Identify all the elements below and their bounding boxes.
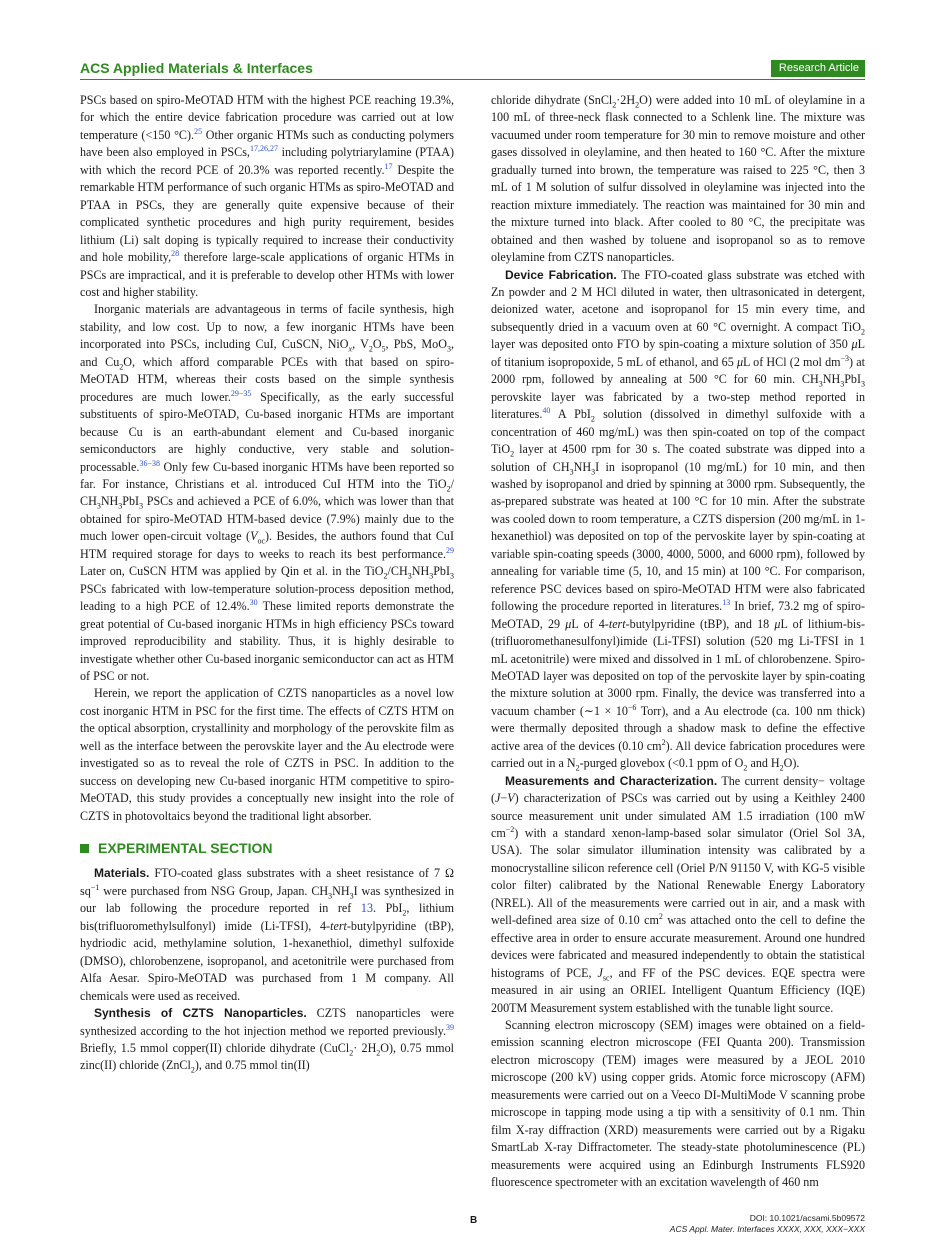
journal-title[interactable]: ACS Applied Materials & Interfaces — [80, 60, 313, 76]
article-type-badge: Research Article — [771, 60, 865, 77]
paragraph: Device Fabrication. The FTO-coated glass substrate was etched with Zn powder and 2 M HCl diluted in water, then ultrasonicated in detergent, deionized water, acetone and isopropanol for 15 min every time, and subsequently dried in a vacuum oven at 60 °C overnight. A compact TiO$_2$ layer was deposited onto FTO by spin-coating a mixture solution of 350 μL of titanium isopropoxide, 5 mL of ethanol, and 65 μL of HCl (2 mol $dm^{-3}$) at 2000 rpm, followed by annealing at 500 °C for 60 min. $CH_3NH_3PbI_3$ perovskite layer was fabricated by a two-step method reported in literatures.$^{40}$ A PbI$_2$ solution (dissolved in dimethyl sulfoxide with a concentration of 460 mg/mL) was then spin-coated on top of the compact TiO$_2$ layer at 4500 rpm for 30 s. The coated substrate was dipped into a solution of $CH_3NH_3I$ in isopropanol (10 mg/mL) for 10 min, and then washed by isopropanol and dried by spinning at 3000 rpm. Subsequently, the as-prepared substrate was heated at 100 °C for 10 min. After the substrate was cooled down to room temperature, a CZTS dispersion (200 mg/mL in 1-hexanethiol) was deposited on top of the pervoskite layer by spin-coating at variable spin-coating speeds (3000, 4000, 5000, and 6000 rpm), followed by annealing for variable time (5, 10, and 15 min) at 100 °C. For comparison, reference PSC devices based on spiro-MeOTAD HTM were also fabricated following the procedure reported in literatures.$^{13}$ In brief, 73.2 mg of spiro-MeOTAD, 29 μL of 4-tert-butylpyridine (tBP), and 18 μL of lithium-bis-(trifluoromethanesulfonyl)imide (Li-TFSI) solution (520 mg Li-TFSI in 1 mL acetonitrile) were mixed and dissolved in 1 mL of chlorobenzene. Spiro-MeOTAD layer was deposited on top of the pervoskite layer by spin-coating the mixture solution at 3000 rpm. Finally, the device was transferred into a vacuum chamber (∼1 × $10^{-6}$ Torr), and a Au electrode (ca. 100 nm thick) were thermally deposited through a shadow mask to define the effective active area of the devices (0.10 $cm^2$). All device fabrication procedures were carried out in a $N_2$-purged glovebox (<0.1 ppm of $O_2$ and $H_2O$). — [491, 267, 866, 773]
journal-citation: ACS Appl. Mater. Interfaces XXXX, XXX, XXX−XXX — [669, 1224, 865, 1234]
section-heading: EXPERIMENTAL SECTION — [80, 840, 454, 857]
header-rule — [80, 79, 865, 80]
doi-link[interactable]: DOI: 10.1021/acsami.5b09572 — [749, 1213, 865, 1223]
page-header — [80, 60, 865, 78]
paragraph: Herein, we report the application of CZTS nanoparticles as a novel low cost inorganic HTM in PSC for the first time. The effects of CZTS HTM on the optical absorption, crystallinity and morphology of the perovskite film as well as the interface between the perovskite layer and the Au electrode were investigated so as to reveal the role of CZTS in PSC. In addition to the success on developing new Cu-based inorganic HTM competitive to spiro-MeOTAD, this study provides a conceptually new insight into the role of CZTS in photovoltaics beyond the traditional light absorber. — [80, 686, 454, 823]
paragraph: Inorganic materials are advantageous in terms of facile synthesis, high stability, and low cost. Up to now, a few inorganic HTMs have been incorporated into PSCs, including CuI, CuSCN, NiO$_x$, $V_2O_5$, PbS, MoO$_3$, and $Cu_2O$, which afford comparable PCEs with that based on spiro-MeOTAD HTM, whereas their costs based on the simple synthesis procedures are much lower.$^{29-35}$ Specifically, as the early successful substituents of spiro-MeOTAD, Cu-based inorganic HTMs are important because Cu is an earth-abundant element and Cu-based inorganic semiconductors are highly conductive, very stable and solution-processable.$^{36-38}$ Only few Cu-based inorganic HTMs have been reported so far. For instance, Christians et al. introduced CuI HTM into the TiO$_2$/ $CH_3NH_3PbI_3$ PSCs and achieved a PCE of 6.0%, which was lower than that obtained for spiro-MeOTAD HTM-based device (7.9%) mainly due to the much lower open-circuit voltage $(V_{oc})$. Besides, the authors found that CuI HTM required storage for days to weeks to reach its best performance.$^{29}$ Later on, CuSCN HTM was applied by Qin et al. in the $TiO_2/CH_3NH_3PbI_3$ PSCs fabricated with low-temperature solution-process deposition method, leading to a high PCE of 12.4%.$^{30}$ These limited reports demonstrate the great potential of Cu-based inorganic HTMs in high efficiency PSCs toward improved reproducibility and stability. Thus, it is highly desirable to investigate whether other Cu-based inorganic semiconductor can act as HTM of PSC or not. — [80, 302, 455, 683]
paragraph: Materials. FTO-coated glass substrates with a sheet resistance of 7 Ω $sq^{-1}$ were purchased from NSG Group, Japan. $CH_3NH_3I$ was synthesized in our lab following the procedure reported in ref 13. PbI$_2$, lithium bis(trifluoromethylsulfonyl) imide (Li-TFSI), 4-tert-butylpyridine (tBP), hydriodic acid, methylamine solution, 1-hexanethiol, dimethyl sulfoxide (DMSO), chlorobenzene, isopropanol, and acetonitrile were purchased from Alfa Aesar. Spiro-MeOTAD was purchased from 1 M company. All chemicals were used as received. — [80, 866, 454, 1003]
page-number: B — [470, 1215, 478, 1226]
paragraph: PSCs based on spiro-MeOTAD HTM with the highest PCE reaching 19.3%, for which the entire device fabrication procedure was carried out at low temperature (<150 °C).$^{25}$ Other organic HTMs such as conducting polymers have been also employed in PSCs,$^{17,26,27}$ including polytriarylamine (PTAA) with which the record PCE of 20.3% was reported recently.$^{17}$ Despite the remarkable HTM performance of such organic HTMs as spiro-MeOTAD and PTAA in PSCs, they are generally quite expensive because of their complicated synthetic procedures and high purity requirement, besides lithium (Li) salt doping is typically required to increase their conductivity and hole mobility,$^{28}$ therefore large-scale applications of organic HTMs in PSCs are impractical, and it is preferable to develop other HTMs with lower cost and higher stability. — [80, 93, 455, 299]
left-column — [80, 92, 454, 1075]
paragraph: chloride dihydrate $(SnCl_2\cdot 2H_2O)$ were added into 10 mL of oleylamine in a 100 mL of three-neck flask connected to a Schlenk line. The mixture was vacuumed under room temperature for 30 min to remove moisture and other gases dissolved in oleylamine, and then heated to 160 °C. After the mixture gradually turned into brown, the temperature was raised to 225 °C, then 3 mL of 1 M solution of sulfur dissolved in oleylamine was injected into the reaction mixture immediately. The reaction was maintained for 30 min and the mixture turned into black. After cooled to 80 °C, the precipitate was obtained and then washed by toluene and isopropanol so as to remove oleylamine from CZTS nanoparticles. — [491, 93, 865, 265]
section-marker-icon — [80, 844, 89, 853]
right-column — [491, 92, 865, 1192]
paragraph: Measurements and Characterization. The current density− voltage (J−V) characterization of PSCs was carried out by using a Keithley 2400 source measurement unit under simulated AM 1.5 irradiation (100 mW $cm^{-2}$) with a standard xenon-lamp-based solar simulator (Oriel Sol 3A, USA). The solar simulator illumination intensity was calibrated by a monocrystalline silicon reference cell (Oriel P/N 91150 V, with KG-5 visible color filter) calibrated by the National Renewable Energy Laboratory (NREL). All of the measurements were carried out in air, and a mask with well-defined area size of 0.10 $cm^2$ was attached onto the cell to define the effective area in order to ensure accurate measurement. Around one hundred devices were fabricated and measured independently to obtain the statistical histograms of PCE, $J_{sc}$, and FF of the PSC devices. EQE spectra were measured in air using an ORIEL Intelligent Quantum Efficiency (IQE) 200TM Measurement system established with the tunable light source. — [491, 773, 865, 1015]
paragraph: Synthesis of CZTS Nanoparticles. CZTS nanoparticles were synthesized according to the hot injection method we reported previously.$^{39}$ Briefly, 1.5 mmol copper(II) chloride dihydrate (CuCl$_2$· $2H_2O$), 0.75 mmol zinc(II) chloride (ZnCl$_2$), and 0.75 mmol tin(II) — [80, 1006, 454, 1075]
paragraph: Scanning electron microscopy (SEM) images were obtained on a field-emission scanning electron microscope (FEI Quanta 200). Transmission electron microscopy (TEM) images were measured by a JEOL 2010 microscope (200 kV) using copper grids. Atomic force microscopy (AFM) measurements were carried out on a Veeco DI-MultiMode V scanning probe microscope in tapping mode using a tip with a sensitivity of 0.1 nm. Thin film X-ray diffraction (XRD) measurements were carried out by a Rigaku SmartLab X-ray Diffractometer. The steady-state photoluminescence (PL) measurements were acquired using an Edinburgh Instruments FLS920 fluorescence spectrometer with an excitation wavelength of 460 nm — [491, 1018, 865, 1190]
footer-doi — [670, 1213, 865, 1235]
